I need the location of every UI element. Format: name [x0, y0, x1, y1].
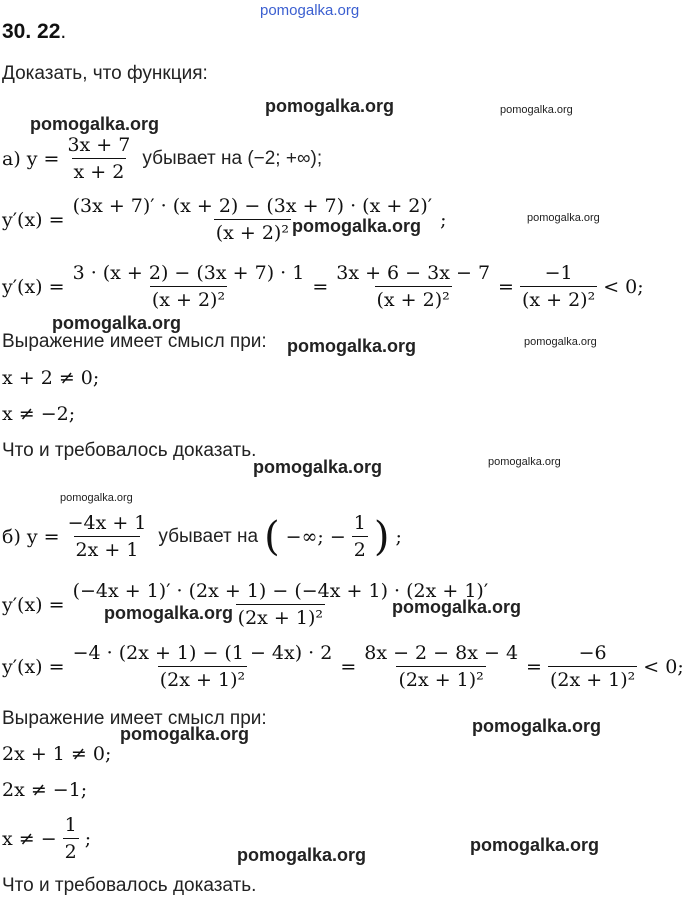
watermark: pomogalka.org — [524, 336, 597, 348]
watermark: pomogalka.org — [30, 114, 160, 134]
watermark: pomogalka.org — [488, 456, 561, 468]
part-b-function: б) y = $\frac{-4x + 1}{2x + 1}$ убывает на ( −∞; − $\frac{1}{2}$ ) ; — [2, 512, 402, 561]
part-a-derivative-1: y′(x) = $\frac{(3x + 7)' \cdot (x + 2) - (3x + 7) \cdot (x + 2)'}{\text{(x + 2)²}}$ ; — [2, 195, 447, 244]
part-a-function: а) y = $\frac{3x + 7}{x + 2}$ убывает на (−2; +∞); — [2, 134, 323, 183]
part-b-derivative-2: y′(x) = $\frac{-4 \cdot (2x + 1) - (1 - 4x) \cdot 2}{\text{(2x + 1)²}}$ = $\frac{8x - 2 - 8x - 4}{\text{(2x + 1)²}}$ = $\frac{-6}{\text{(2x + 1)²}}$ < 0; — [2, 642, 684, 691]
watermark: pomogalka.org — [60, 492, 133, 504]
part-a-condition-1: x + 2 ≠ 0; — [2, 367, 100, 389]
part-b-derivative-1: y′(x) = $\frac{(-4x + 1)' \cdot (2x + 1) - (-4x + 1) \cdot (2x + 1)'}{\text{(2x + 1)²}}$ — [2, 580, 489, 629]
watermark: pomogalka.org — [52, 313, 182, 333]
problem-statement: Доказать, что функция: — [2, 63, 208, 84]
watermark-top: pomogalka.org — [260, 2, 360, 19]
watermark: pomogalka.org — [500, 104, 573, 116]
watermark: pomogalka.org — [470, 835, 600, 855]
part-b-domain-text: Выражение имеет смысл при: — [2, 708, 267, 729]
part-b-conclusion: Что и требовалось доказать. — [2, 875, 257, 896]
part-b-condition-2: 2x ≠ −1; — [2, 779, 88, 801]
watermark: pomogalka.org — [527, 212, 600, 224]
watermark: pomogalka.org — [120, 724, 250, 744]
part-b-condition-1: 2x + 1 ≠ 0; — [2, 743, 112, 765]
part-a-domain-text: Выражение имеет смысл при: — [2, 331, 267, 352]
watermark: pomogalka.org — [265, 96, 395, 116]
part-b-condition-3: x ≠ − $\frac{1}{2}$ ; — [2, 814, 92, 863]
watermark: pomogalka.org — [287, 336, 417, 356]
watermark: pomogalka.org — [392, 597, 522, 617]
watermark: pomogalka.org — [104, 603, 234, 623]
problem-number: 30. 22. — [2, 20, 67, 43]
watermark: pomogalka.org — [253, 457, 383, 477]
watermark: pomogalka.org — [292, 216, 422, 236]
part-a-conclusion: Что и требовалось доказать. — [2, 440, 257, 461]
part-a-condition-2: x ≠ −2; — [2, 403, 76, 425]
watermark: pomogalka.org — [472, 716, 602, 736]
watermark: pomogalka.org — [237, 845, 367, 865]
part-a-derivative-2: y′(x) = $\frac{3 \cdot (x + 2) - (3x + 7) \cdot 1}{\text{(x + 2)²}}$ = $\frac{3x + 6 - 3x - 7}{\text{(x + 2)²}}$ = $\frac{-1}{\text{(x + 2)²}}$ < 0; — [2, 262, 644, 311]
